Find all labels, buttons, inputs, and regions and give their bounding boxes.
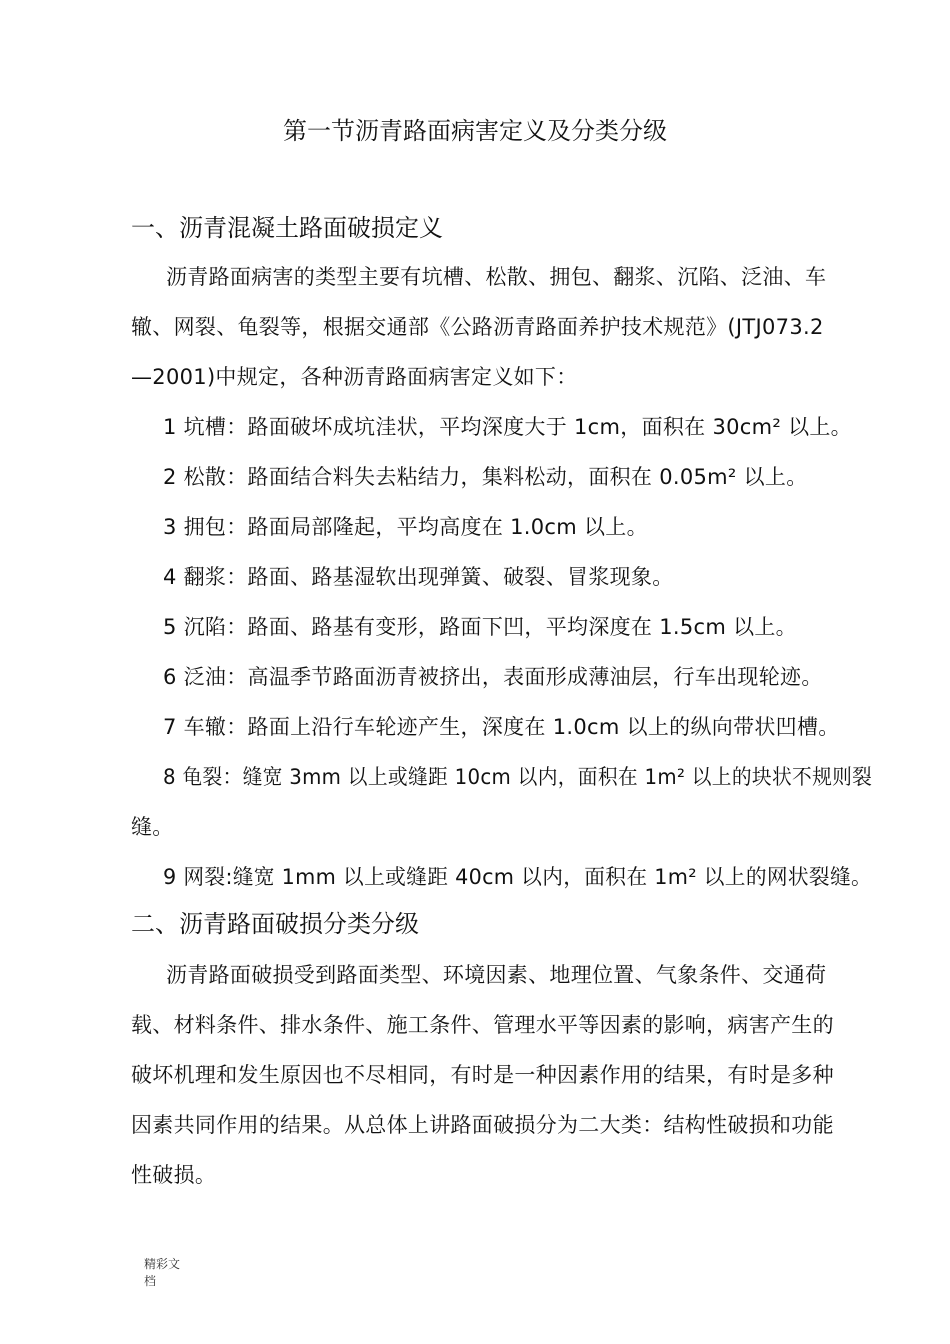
section-2-heading: 二、沥青路面破损分类分级 [131,910,419,938]
section-2-paragraph-line: 因素共同作用的结果。从总体上讲路面破损分为二大类：结构性破损和功能 [131,1113,834,1137]
section-2-paragraph-line: 破坏机理和发生原因也不尽相同，有时是一种因素作用的结果，有时是多种 [131,1063,834,1087]
section-1-intro-line: 沥青路面病害的类型主要有坑槽、松散、拥包、翻浆、沉陷、泛油、车 [166,265,827,289]
definition-item-8-continuation: 缝。 [131,815,174,839]
definition-item-3: 3 拥包：路面局部隆起，平均高度在 1.0cm 以上。 [163,515,648,539]
section-2-paragraph-line: 沥青路面破损受到路面类型、环境因素、地理位置、气象条件、交通荷 [166,963,827,987]
definition-item-5: 5 沉陷：路面、路基有变形，路面下凹，平均深度在 1.5cm 以上。 [163,615,797,639]
definition-item-1: 1 坑槽：路面破坏成坑洼状，平均深度大于 1cm，面积在 30cm² 以上。 [163,415,852,439]
section-2-paragraph-line: 载、材料条件、排水条件、施工条件、管理水平等因素的影响，病害产生的 [131,1013,834,1037]
definition-item-8: 8 龟裂：缝宽 3mm 以上或缝距 10cm 以内，面积在 1m² 以上的块状不规则裂 [163,765,873,789]
section-1-intro-line: —2001)中规定，各种沥青路面病害定义如下： [131,365,578,389]
section-1-heading: 一、沥青混凝土路面破损定义 [131,214,443,242]
section-1-intro-line: 辙、网裂、龟裂等，根据交通部《公路沥青路面养护技术规范》(JTJ073.2 [131,315,824,339]
definition-item-4: 4 翻浆：路面、路基湿软出现弹簧、破裂、冒浆现象。 [163,565,674,589]
definition-item-6: 6 泛油：高温季节路面沥青被挤出，表面形成薄油层，行车出现轮迹。 [163,665,823,689]
section-2-paragraph-line: 性破损。 [131,1163,217,1187]
footer-text: 精彩文档 [144,1257,181,1288]
definition-item-7: 7 车辙：路面上沿行车轮迹产生，深度在 1.0cm 以上的纵向带状凹槽。 [163,715,840,739]
definition-item-2: 2 松散：路面结合料失去粘结力，集料松动，面积在 0.05m² 以上。 [163,465,808,489]
page-title: 第一节沥青路面病害定义及分类分级 [283,117,667,145]
definition-item-9: 9 网裂:缝宽 1mm 以上或缝距 40cm 以内，面积在 1m² 以上的网状裂缝。 [163,865,873,889]
